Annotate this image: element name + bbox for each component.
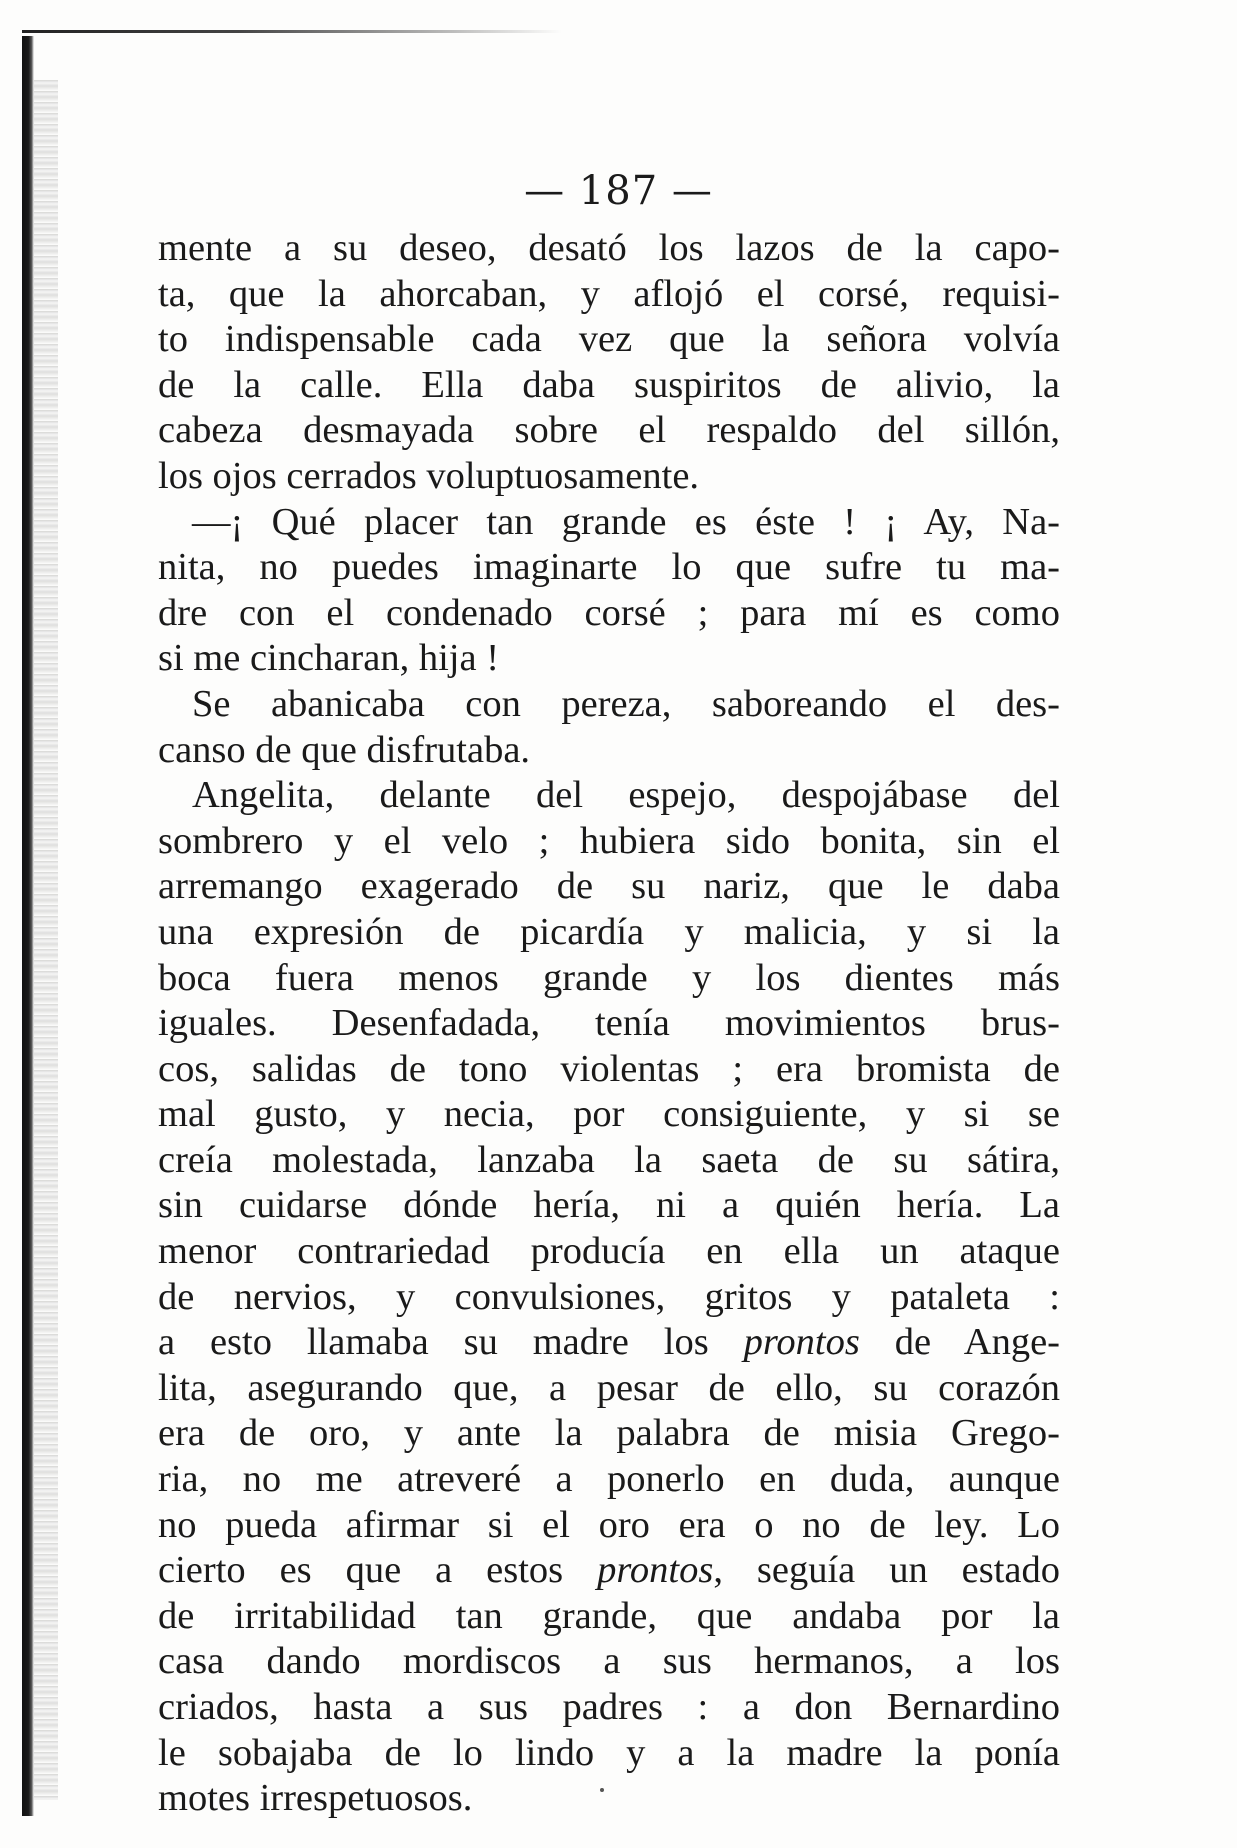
text-run: de Ange- (894, 1321, 1060, 1364)
text-line: cos, salidas de tono violentas ; era bromista de (158, 1047, 1060, 1090)
text-line: si me cincharan, hija ! (158, 637, 500, 680)
text-line: nita, no puedes imaginarte lo que sufre tu ma- (158, 546, 1060, 589)
text-line: los ojos cerrados voluptuosamente. (158, 454, 700, 497)
text-line: le sobajaba de lo lindo y a la madre la ponía (158, 1731, 1060, 1774)
text-line: dre con el condenado corsé ; para mí es como (158, 591, 1060, 634)
text-line: iguales. Desenfadada, tenía movimientos brus- (158, 1002, 1060, 1045)
text-line: de la calle. Ella daba suspiritos de alivio, la (158, 363, 1060, 406)
text-run: a esto llamaba su madre los (158, 1321, 709, 1364)
text-run: cierto es que a estos (158, 1549, 564, 1592)
page-number: — 187 — (524, 168, 713, 214)
text-line: cabeza desmayada sobre el respaldo del sillón, (158, 409, 1060, 452)
text-line: Se abanicaba con pereza, saboreando el des- (192, 682, 1060, 725)
text-line: criados, hasta a sus padres : a don Bernardino (158, 1686, 1060, 1728)
binding-shadow (34, 80, 58, 1800)
text-line: boca fuera menos grande y los dientes más (158, 956, 1060, 999)
text-line: sin cuidarse dónde hería, ni a quién hería. La (158, 1184, 1060, 1227)
text-line: una expresión de picardía y malicia, y si la (158, 910, 1060, 953)
page-top-edge (22, 30, 562, 33)
text-line: menor contrariedad producía en ella un ataque (158, 1230, 1060, 1273)
text-line: —¡ Qué placer tan grande es éste ! ¡ Ay, Na- (192, 500, 1060, 543)
text-line: casa dando mordiscos a sus hermanos, a los (158, 1640, 1060, 1683)
italic-word: prontos (743, 1321, 860, 1364)
text-line: lita, asegurando que, a pesar de ello, su corazón (158, 1366, 1060, 1409)
text-line: canso de que disfrutaba. (158, 728, 531, 771)
text-line: de nervios, y convulsiones, gritos y pataleta : (158, 1275, 1060, 1318)
italic-word: prontos (597, 1549, 714, 1592)
text-line: ta, que la ahorcaban, y aflojó el corsé, requisi- (158, 272, 1060, 315)
body-text (158, 226, 1060, 1822)
ink-speck (600, 1788, 604, 1792)
text-line: Angelita, delante del espejo, despojábase del (192, 774, 1060, 817)
text-line: mente a su deseo, desató los lazos de la capo- (158, 227, 1060, 269)
text-line: sombrero y el velo ; hubiera sido bonita, sin el (158, 819, 1060, 862)
text-run: , seguía un estado (713, 1549, 1061, 1592)
text-line (158, 1548, 1060, 1594)
text-line: no pueda afirmar si el oro era o no de ley. Lo (158, 1503, 1060, 1546)
text-line: arremango exagerado de su nariz, que le daba (158, 865, 1060, 908)
text-line (158, 1320, 1060, 1366)
text-line: mal gusto, y necia, por consiguiente, y si se (158, 1093, 1060, 1136)
text-line: era de oro, y ante la palabra de misia Grego- (158, 1412, 1060, 1455)
text-line: de irritabilidad tan grande, que andaba por la (158, 1594, 1060, 1637)
text-line: ria, no me atreveré a ponerlo en duda, aunque (158, 1458, 1060, 1501)
text-line: to indispensable cada vez que la señora volvía (158, 318, 1060, 361)
text-line: motes irrespetuosos. (158, 1777, 473, 1820)
text-line: creía molestada, lanzaba la saeta de su sátira, (158, 1138, 1060, 1181)
binding-edge (22, 36, 34, 1816)
